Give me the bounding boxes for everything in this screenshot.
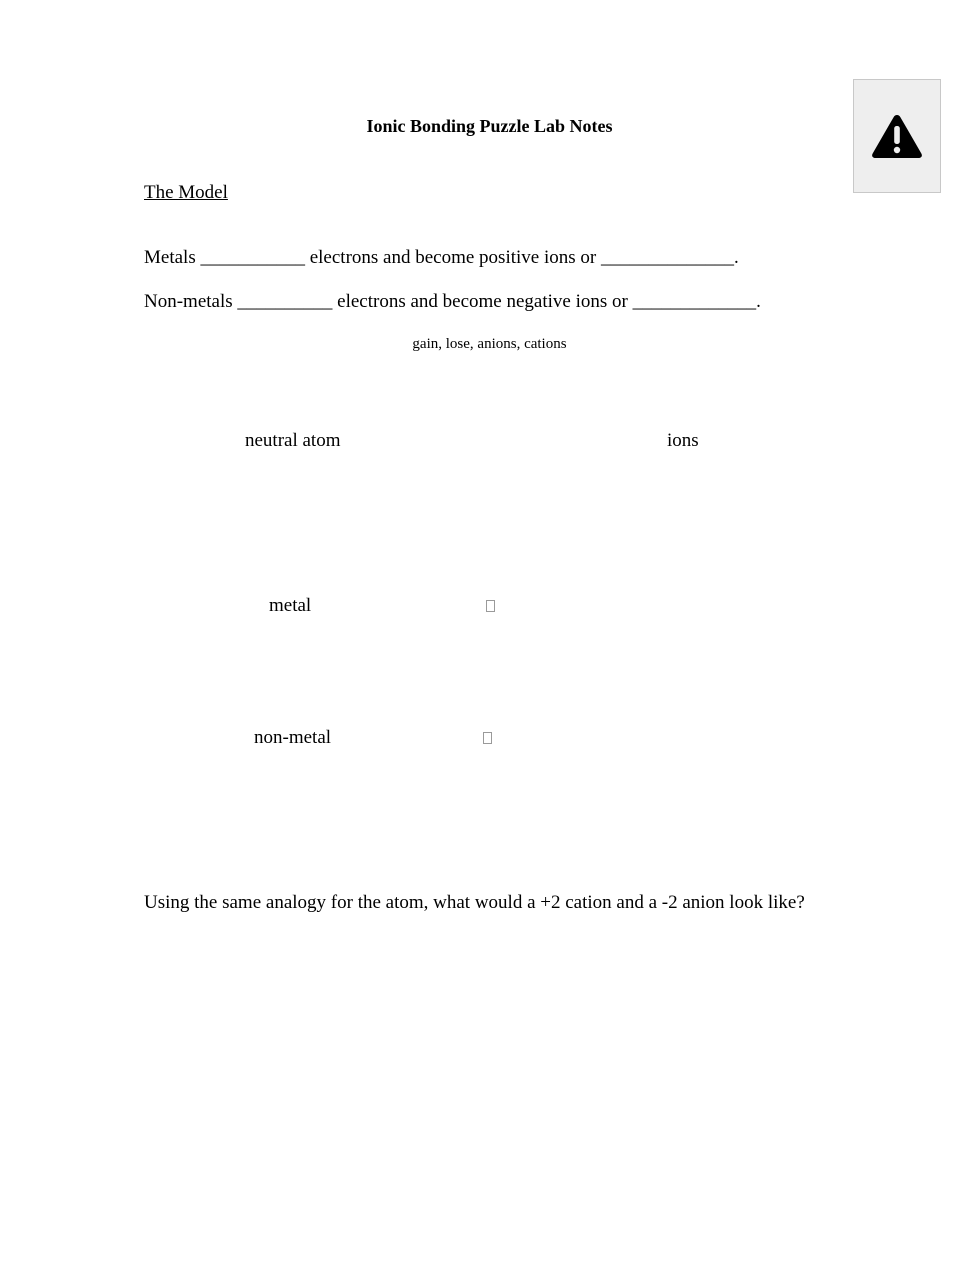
section-heading: The Model: [144, 182, 228, 203]
missing-glyph-icon: [486, 600, 495, 612]
warning-triangle-icon: [870, 112, 924, 160]
missing-image-placeholder: [853, 79, 941, 193]
fill-in-sentence-metals: Metals ___________ electrons and become positive ions or ______________.: [144, 247, 739, 268]
column-label-ions: ions: [667, 430, 699, 451]
missing-glyph-icon: [483, 732, 492, 744]
analogy-question: Using the same analogy for the atom, what would a +2 cation and a -2 anion look like?: [144, 892, 805, 913]
word-bank: gain, lose, anions, cations: [412, 336, 567, 352]
row-label-non-metal: non-metal: [254, 727, 332, 748]
column-label-neutral-atom: neutral atom: [245, 430, 341, 451]
fill-in-sentence-non-metals: Non-metals __________ electrons and become negative ions or _____________.: [144, 291, 761, 312]
document-title: Ionic Bonding Puzzle Lab Notes: [366, 116, 613, 136]
row-label-metal: metal: [269, 595, 312, 616]
